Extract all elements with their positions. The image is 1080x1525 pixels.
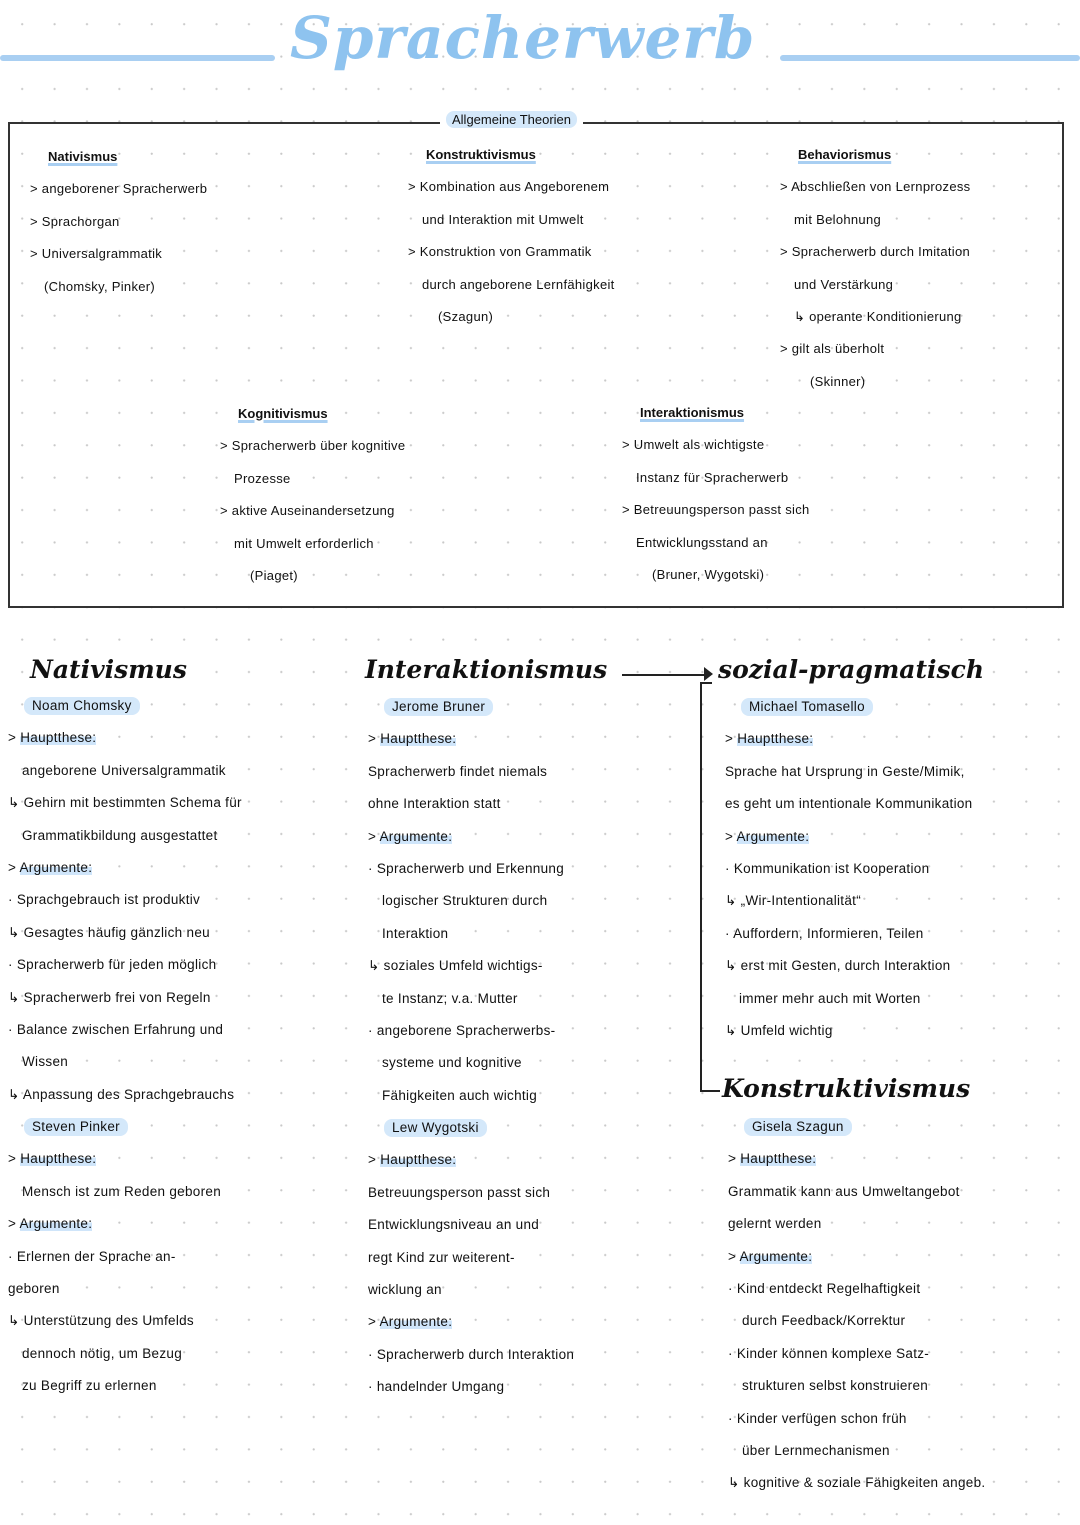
subheading	[728, 1241, 985, 1273]
subheading-text: Argumente:	[379, 1314, 453, 1330]
note-line: (Bruner, Wygotski)	[652, 566, 765, 582]
note-line: ↳ Spracherwerb frei von Regeln	[8, 989, 211, 1005]
note-line: ↳ Gesagtes häufig gänzlich neu	[8, 924, 210, 940]
connector-horizontal	[622, 674, 708, 676]
note-line: · Kind entdeckt Regelhaftigkeit	[728, 1280, 921, 1296]
author-name: Jerome Bruner	[384, 698, 493, 716]
section-heading-text: Interaktionismus	[640, 405, 745, 420]
note-line: · Erlernen der Sprache an-	[8, 1248, 176, 1264]
note-line: · Kinder können komplexe Satz-	[728, 1345, 930, 1361]
details-nativismus	[8, 690, 242, 1403]
author-badge	[8, 1111, 242, 1143]
note-line: > angeborener Spracherwerb	[30, 181, 208, 197]
note-line: es geht um intentionale Kommunikation	[725, 796, 973, 812]
chevron-icon: >	[8, 859, 20, 875]
note-line: regt Kind zur weiterent-	[368, 1249, 515, 1265]
overview-label-text: Allgemeine Theorien	[446, 111, 577, 128]
note-line: Entwicklungsniveau an und	[368, 1217, 540, 1233]
subheading	[725, 723, 973, 755]
subheading	[368, 1306, 574, 1338]
chevron-icon: >	[368, 1152, 381, 1168]
chevron-icon: >	[368, 731, 381, 747]
author-badge	[368, 1112, 574, 1144]
note-line: ↳ Anpassung des Sprachgebrauchs	[8, 1086, 235, 1102]
subheading	[8, 722, 242, 754]
subheading	[368, 723, 574, 755]
note-line: mit Belohnung	[794, 211, 882, 227]
section-heading-text: Nativismus	[48, 149, 118, 164]
subheading-text: Argumente:	[19, 1216, 93, 1232]
author-name: Gisela Szagun	[744, 1118, 852, 1136]
overview-konstruktivismus	[408, 139, 615, 333]
note-line: geboren	[8, 1281, 60, 1297]
chevron-icon: >	[725, 828, 737, 844]
note-line: > Spracherwerb durch Imitation	[780, 244, 971, 260]
title-rule-right	[780, 55, 1080, 61]
chevron-icon: >	[8, 1216, 20, 1232]
heading-interaktionismus: Interaktionismus	[365, 655, 608, 684]
details-konstruktivismus	[728, 1111, 985, 1500]
subheading-text: Hauptthese:	[740, 1151, 817, 1167]
note-line: gelernt werden	[728, 1216, 822, 1232]
author-name: Steven Pinker	[24, 1118, 128, 1136]
note-line: durch Feedback/Korrektur	[742, 1313, 906, 1329]
author-badge	[368, 691, 574, 723]
chevron-icon: >	[8, 1151, 21, 1167]
connector-bottom	[700, 1090, 720, 1092]
note-line: · Spracherwerb für jeden möglich	[8, 957, 217, 973]
note-line: · Sprachgebrauch ist produktiv	[8, 892, 201, 908]
note-line: (Chomsky, Pinker)	[44, 278, 156, 294]
author-badge	[8, 690, 242, 722]
note-line: Wissen	[22, 1054, 69, 1070]
note-line: Entwicklungsstand an	[636, 534, 768, 550]
note-line: ↳ soziales Umfeld wichtigs-	[368, 958, 543, 974]
note-line: ohne Interaktion statt	[368, 796, 501, 812]
subheading	[8, 1208, 242, 1240]
note-line: Grammatik kann aus Umweltangebot	[728, 1183, 960, 1199]
overview-nativismus	[30, 141, 207, 303]
subheading	[368, 821, 574, 853]
section-heading	[408, 139, 615, 171]
note-line: > Spracherwerb über kognitive	[220, 438, 406, 454]
chevron-icon: >	[368, 1314, 380, 1330]
subheading	[725, 821, 973, 853]
subheading	[8, 852, 242, 884]
subheading-text: Argumente:	[739, 1248, 813, 1264]
heading-konstruktivismus: Konstruktivismus	[722, 1074, 971, 1103]
overview-label	[440, 111, 583, 129]
section-heading	[220, 398, 405, 430]
details-interaktionismus	[368, 691, 574, 1404]
details-sozial-pragmatisch	[725, 691, 973, 1047]
note-line: zu Begriff zu erlernen	[22, 1378, 157, 1394]
section-heading	[30, 141, 207, 173]
note-line: immer mehr auch mit Worten	[739, 990, 921, 1006]
subheading	[728, 1143, 985, 1175]
heading-nativismus: Nativismus	[30, 655, 187, 684]
note-line: > gilt als überholt	[780, 341, 885, 357]
note-line: ↳ kognitive & soziale Fähigkeiten angeb.	[728, 1475, 986, 1491]
note-line: Spracherwerb findet niemals	[368, 763, 548, 779]
note-line: > Universalgrammatik	[30, 246, 163, 262]
title-rule-left	[0, 55, 275, 61]
note-line: · Auffordern, Informieren, Teilen	[725, 925, 924, 941]
note-line: (Skinner)	[810, 373, 866, 389]
note-line: · Kommunikation ist Kooperation	[725, 860, 930, 876]
note-line: · Kinder verfügen schon früh	[728, 1410, 907, 1426]
note-line: mit Umwelt erforderlich	[234, 535, 374, 551]
note-line: ↳ Unterstützung des Umfelds	[8, 1313, 194, 1329]
chevron-icon: >	[368, 828, 380, 844]
overview-kognitivismus	[220, 398, 405, 592]
subheading-text: Hauptthese:	[20, 730, 97, 746]
note-line: Prozesse	[234, 470, 291, 486]
note-line: > Umwelt als wichtigste	[622, 437, 765, 453]
note-line: (Szagun)	[438, 308, 494, 324]
subheading-text: Argumente:	[736, 828, 810, 844]
note-line: te Instanz; v.a. Mutter	[382, 990, 518, 1006]
note-line: wicklung an	[368, 1282, 442, 1298]
author-name: Michael Tomasello	[741, 698, 873, 716]
note-line: Interaktion	[382, 925, 449, 941]
note-line: und Verstärkung	[794, 276, 894, 292]
note-line: > Kombination aus Angeborenem	[408, 179, 610, 195]
note-line: ↳ Gehirn mit bestimmten Schema für	[8, 795, 242, 811]
note-line: strukturen selbst konstruieren	[742, 1378, 929, 1394]
subheading-text: Hauptthese:	[380, 731, 457, 747]
note-line: ↳ erst mit Gesten, durch Interaktion	[725, 958, 951, 974]
note-line: über Lernmechanismen	[742, 1442, 890, 1458]
note-line: · handelnder Umgang	[368, 1379, 505, 1395]
subheading-text: Argumente:	[379, 828, 453, 844]
chevron-icon: >	[728, 1151, 741, 1167]
author-badge	[725, 691, 973, 723]
heading-sozial-pragmatisch: sozial-pragmatisch	[718, 655, 985, 684]
note-line: > Betreuungsperson passt sich	[622, 502, 810, 518]
subheading	[8, 1143, 242, 1175]
section-heading-text: Konstruktivismus	[426, 147, 536, 162]
subheading-text: Hauptthese:	[20, 1151, 97, 1167]
author-name: Lew Wygotski	[384, 1119, 487, 1137]
overview-interaktionismus	[622, 397, 810, 591]
note-line: Sprache hat Ursprung in Geste/Mimik,	[725, 763, 965, 779]
chevron-icon: >	[725, 731, 738, 747]
note-line: > Abschließen von Lernprozess	[780, 179, 971, 195]
note-line: · Spracherwerb durch Interaktion	[368, 1346, 575, 1362]
arrow-right-icon	[704, 667, 713, 681]
author-name: Noam Chomsky	[24, 697, 140, 715]
note-line: logischer Strukturen durch	[382, 893, 548, 909]
note-line: Fähigkeiten auch wichtig	[382, 1087, 538, 1103]
note-line: ↳ Umfeld wichtig	[725, 1022, 833, 1038]
chevron-icon: >	[728, 1248, 740, 1264]
note-line: Grammatikbildung ausgestattet	[22, 827, 218, 843]
note-line: systeme und kognitive	[382, 1055, 522, 1071]
note-line: und Interaktion mit Umwelt	[422, 211, 584, 227]
connector-branch	[700, 682, 712, 684]
note-line: ↳ operante Konditionierung	[794, 308, 962, 324]
note-line: ↳ „Wir-Intentionalität“	[725, 893, 861, 909]
subheading-text: Hauptthese:	[737, 731, 814, 747]
section-heading-text: Kognitivismus	[238, 406, 328, 421]
subheading	[368, 1144, 574, 1176]
section-heading	[622, 397, 810, 429]
chevron-icon: >	[8, 730, 21, 746]
note-line: angeborene Universalgrammatik	[22, 762, 226, 778]
note-line: · angeborene Spracherwerbs-	[368, 1022, 556, 1038]
note-line: (Piaget)	[250, 567, 298, 583]
section-heading-text: Behaviorismus	[798, 147, 892, 162]
note-line: > Sprachorgan	[30, 213, 120, 229]
note-line: Mensch ist zum Reden geboren	[22, 1183, 222, 1199]
note-line: · Spracherwerb und Erkennung	[368, 860, 565, 876]
note-line: Betreuungsperson passt sich	[368, 1184, 551, 1200]
section-heading	[780, 139, 970, 171]
subheading-text: Argumente:	[19, 859, 93, 875]
page-title: Spracherwerb	[290, 4, 756, 72]
connector-vertical	[700, 682, 702, 1092]
author-badge	[728, 1111, 985, 1143]
note-line: · Balance zwischen Erfahrung und	[8, 1021, 224, 1037]
note-line: Instanz für Spracherwerb	[636, 469, 789, 485]
note-line: > aktive Auseinandersetzung	[220, 503, 395, 519]
overview-behaviorismus	[780, 139, 970, 398]
note-line: dennoch nötig, um Bezug	[22, 1345, 183, 1361]
subheading-text: Hauptthese:	[380, 1152, 457, 1168]
note-line: > Konstruktion von Grammatik	[408, 244, 592, 260]
note-line: durch angeborene Lernfähigkeit	[422, 276, 615, 292]
